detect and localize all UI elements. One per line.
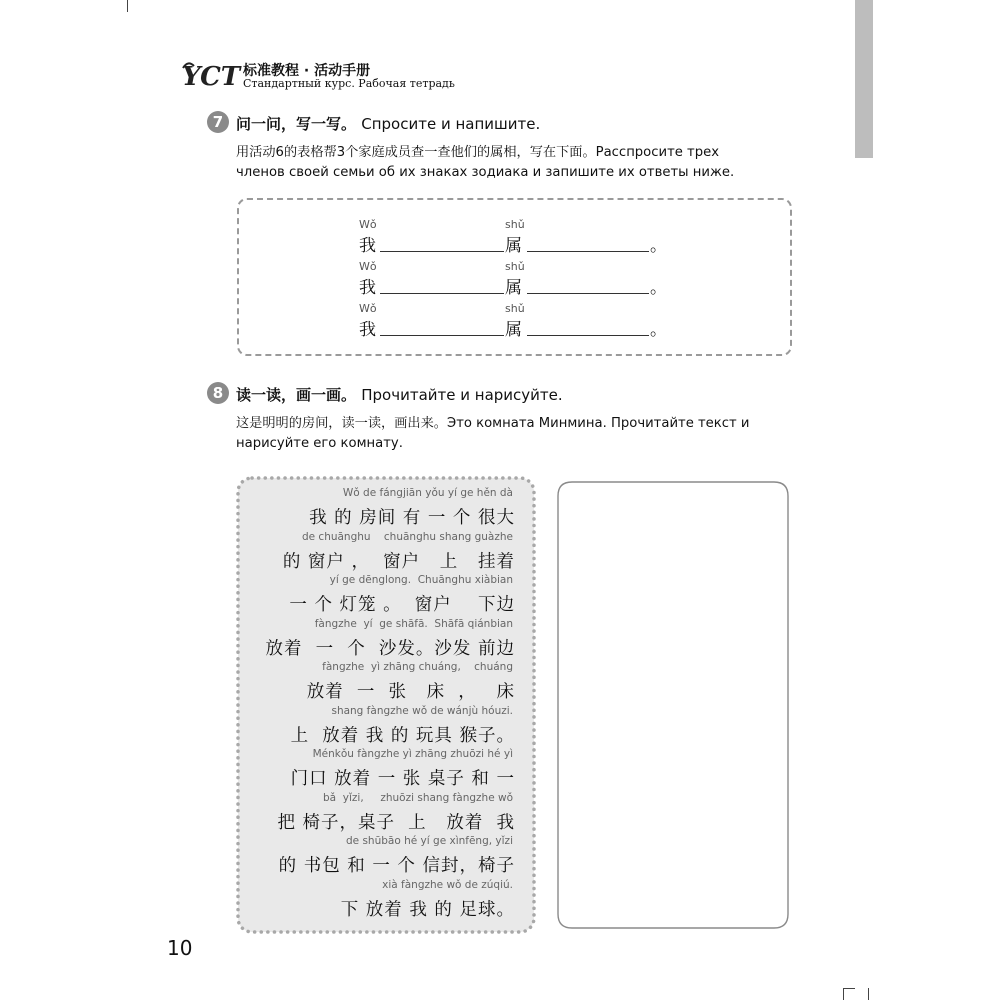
crop-mark: [843, 988, 855, 989]
crop-mark: [868, 988, 869, 1000]
answer-row-hanzi-wo: 我: [359, 320, 376, 340]
answer-row-pinyin-shu: shǔ: [505, 260, 525, 273]
story-line: [247, 661, 527, 705]
exercise-7-title-zh: 问一问，写一写。: [236, 115, 357, 133]
exercise-7-title-ru: Спросите и напишите.: [361, 115, 541, 133]
book-title-zh: 标准教程 · 活动手册: [243, 63, 371, 79]
story-line: [247, 574, 527, 618]
story-line-hanzi: 放着 一 个 沙发。沙发 前边: [265, 638, 515, 659]
story-line: [247, 879, 527, 923]
page-number: 10: [167, 936, 193, 960]
exercise-8-title-ru: Прочитайте и нарисуйте.: [361, 386, 563, 404]
story-line: [247, 792, 527, 836]
yct-logo: [180, 58, 242, 92]
crop-mark: [843, 988, 844, 1000]
story-line-pinyin: fàngzhe yì zhāng chuáng, chuáng: [322, 661, 513, 673]
answer-row-3: [357, 302, 677, 342]
story-line: [247, 618, 527, 662]
story-text: [247, 487, 527, 922]
answer-row-pinyin-wo: Wǒ: [359, 302, 377, 315]
answer-row-hanzi-shu: 属: [505, 320, 522, 340]
story-line-pinyin: Ménkǒu fàngzhe yì zhāng zhuōzi hé yì: [312, 748, 513, 760]
exercise-8-title-zh: 读一读，画一画。: [236, 386, 357, 404]
story-line-pinyin: xià fàngzhe wǒ de zúqiú.: [382, 878, 513, 891]
story-line-hanzi: 上 放着 我 的 玩具 猴子。: [290, 725, 515, 746]
story-line-hanzi: 一 个 灯笼 。 窗户 下边: [289, 595, 515, 615]
story-line-hanzi: 下 放着 我 的 足球。: [340, 899, 515, 920]
story-line-pinyin: fàngzhe yí ge shāfā. Shāfā qiánbian: [314, 617, 513, 630]
blank-line-zodiac[interactable]: [527, 251, 649, 252]
answer-row-pinyin-shu: shǔ: [505, 302, 525, 315]
blank-line-zodiac[interactable]: [527, 293, 649, 294]
story-line-hanzi: 把 椅子，桌子 上 放着 我: [277, 812, 515, 833]
answer-row-hanzi-shu: 属: [505, 236, 522, 256]
blank-line-name[interactable]: [380, 293, 504, 294]
page-edge-tab: [855, 0, 873, 158]
answer-row-hanzi-shu: 属: [505, 278, 522, 298]
answer-row-pinyin-wo: Wǒ: [359, 218, 377, 231]
exercise-7-title: [236, 113, 540, 134]
crop-mark: [127, 0, 128, 12]
blank-line-name[interactable]: [380, 335, 504, 336]
story-line-hanzi: 门口 放着 一 张 桌子 和 一: [290, 769, 515, 789]
story-line-hanzi: 的 书包 和 一 个 信封，椅子: [278, 856, 515, 876]
exercise-7-instruction-line-1: 用活动6的表格帮3个家庭成员查一查他们的属相，写在下面。Расспросите трех: [236, 145, 720, 160]
story-line-pinyin: Wǒ de fángjiān yǒu yí ge hěn dà: [342, 487, 513, 499]
exercise-8-title: [236, 384, 563, 405]
answer-row-hanzi-wo: 我: [359, 278, 376, 298]
story-line-hanzi: 放着 一 张 床 ， 床: [306, 682, 515, 702]
exercise-8-number: 8: [207, 382, 229, 404]
answer-row-pinyin-wo: Wǒ: [359, 260, 377, 273]
answer-row-pinyin-shu: shǔ: [505, 218, 525, 231]
blank-line-name[interactable]: [380, 251, 504, 252]
exercise-7-number: 7: [207, 111, 229, 133]
story-line-pinyin: bǎ yǐzi, zhuōzi shang fàngzhe wǒ: [322, 791, 513, 804]
answer-row-period: 。: [650, 278, 667, 298]
exercise-8-instruction-line-1: 这是明明的房间，读一读，画出来。Это комната Минмина. Прочитайте текст и: [236, 416, 750, 431]
story-line: [247, 835, 527, 879]
story-line: [247, 748, 527, 792]
story-line-hanzi: 我 的 房间 有 一 个 很大: [309, 508, 515, 528]
story-line: [247, 705, 527, 749]
answer-row-period: 。: [650, 236, 667, 256]
yct-logo-text: YCT: [182, 62, 241, 92]
exercise-8-instruction-line-2: нарисуйте его комнату.: [236, 436, 403, 451]
story-line-hanzi: 的 窗户 ， 窗户 上 挂着: [282, 551, 515, 572]
answer-row-2: [357, 260, 677, 300]
exercise-7-instruction-line-2: членов своей семьи об их знаках зодиака и запишите их ответы ниже.: [236, 165, 735, 180]
answer-row-period: 。: [650, 320, 667, 340]
answer-row-hanzi-wo: 我: [359, 236, 376, 256]
drawing-area-border: [558, 482, 788, 928]
story-line-pinyin: de chuānghu chuānghu shang guàzhe: [301, 530, 513, 543]
drawing-area[interactable]: [550, 474, 796, 936]
blank-line-zodiac[interactable]: [527, 335, 649, 336]
story-line: [247, 531, 527, 575]
story-line-pinyin: de shūbāo hé yí ge xìnfēng, yǐzi: [346, 835, 513, 847]
book-title-ru: Стандартный курс. Рабочая тетрадь: [243, 77, 455, 90]
story-line: [247, 487, 527, 531]
story-line-pinyin: yí ge dēnglong. Chuānghu xiàbian: [329, 574, 513, 586]
answer-row-1: [357, 218, 677, 258]
story-line-pinyin: shang fàngzhe wǒ de wánjù hóuzi.: [331, 704, 513, 717]
